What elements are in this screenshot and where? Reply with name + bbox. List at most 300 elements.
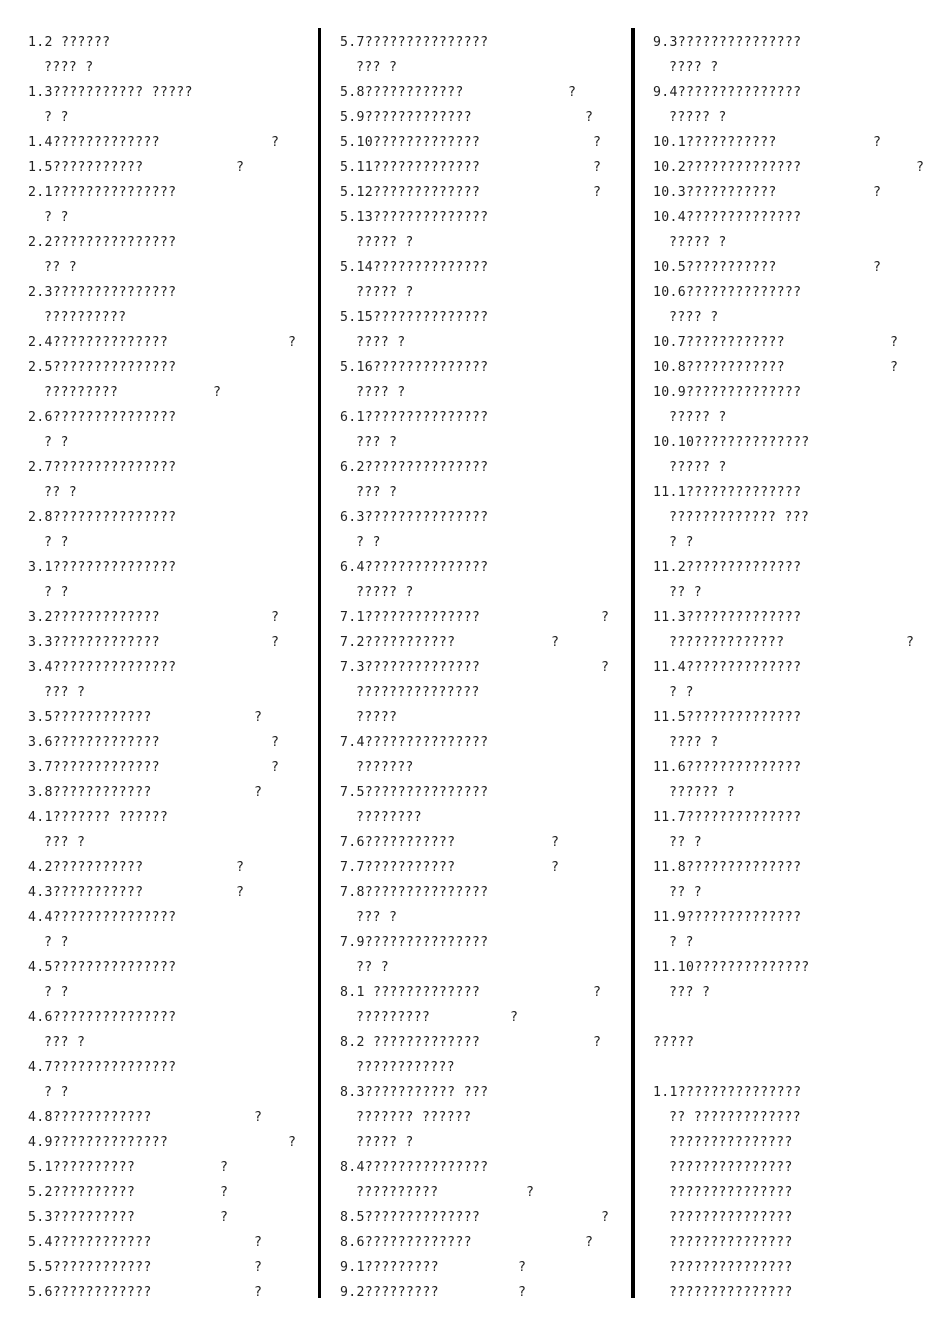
entry-text: 11.4??????????????	[653, 660, 802, 675]
entry-continuation-line	[28, 830, 316, 855]
entry-continuation-line	[340, 55, 625, 80]
entry-heading-line	[28, 1005, 316, 1030]
outline-entry	[28, 880, 316, 905]
entry-heading-line	[28, 355, 316, 380]
outline-entry	[28, 605, 316, 630]
question-mark-marker: ?	[236, 860, 245, 875]
question-mark-marker: ?	[601, 660, 610, 675]
entry-text: 2.3???????????????	[28, 285, 177, 300]
entry-text: 10.1???????????	[653, 135, 777, 150]
entry-text: 10.5???????????	[653, 260, 777, 275]
entry-continuation-line	[340, 905, 625, 930]
entry-text: 5.15??????????????	[340, 310, 489, 325]
outline-entry	[653, 855, 943, 905]
outline-entry	[28, 455, 316, 505]
entry-continuation-line	[340, 230, 625, 255]
entry-text: ?? ?????????????	[669, 1110, 801, 1125]
question-mark-marker: ?	[236, 160, 245, 175]
entry-text: ? ?	[44, 110, 69, 125]
entry-continuation-line	[28, 530, 316, 555]
entry-continuation-line	[653, 580, 943, 605]
entry-continuation-line	[653, 1180, 943, 1205]
entry-continuation-line	[28, 580, 316, 605]
question-mark-marker: ?	[593, 135, 602, 150]
entry-text: 7.3??????????????	[340, 660, 481, 675]
outline-entry	[28, 630, 316, 655]
entry-text: ???? ?	[669, 60, 719, 75]
entry-text: 11.2??????????????	[653, 560, 802, 575]
outline-entry	[653, 130, 943, 155]
outline-entry	[653, 380, 943, 430]
outline-entry	[28, 955, 316, 1005]
outline-entry	[28, 705, 316, 730]
entry-text: 6.3???????????????	[340, 510, 489, 525]
entry-text: 7.5???????????????	[340, 785, 489, 800]
entry-text: ????????????	[356, 1060, 455, 1075]
entry-text: ?????	[653, 1035, 695, 1050]
entry-text: 3.5????????????	[28, 710, 152, 725]
outline-entry	[340, 105, 625, 130]
entry-text: 2.2???????????????	[28, 235, 177, 250]
question-mark-marker: ?	[585, 110, 594, 125]
question-mark-marker: ?	[213, 385, 222, 400]
entry-text: ?????	[356, 710, 398, 725]
entry-heading-line	[28, 905, 316, 930]
entry-text: 5.11?????????????	[340, 160, 481, 175]
outline-entry	[340, 1230, 625, 1255]
outline-entry	[653, 955, 943, 1005]
entry-heading-line	[28, 755, 316, 780]
entry-text: 6.2???????????????	[340, 460, 489, 475]
entry-heading-line	[28, 80, 316, 105]
entry-text: ? ?	[44, 435, 69, 450]
entry-text: 1.3??????????? ?????	[28, 85, 193, 100]
entry-text: 5.1??????????	[28, 1160, 136, 1175]
entry-heading-line	[28, 855, 316, 880]
entry-text: 5.9?????????????	[340, 110, 472, 125]
entry-continuation-line	[653, 1255, 943, 1280]
entry-heading-line	[28, 405, 316, 430]
outline-entry	[653, 905, 943, 955]
entry-text: ??? ?	[356, 60, 398, 75]
outline-entry	[653, 480, 943, 555]
entry-text: 4.7???????????????	[28, 1060, 177, 1075]
entry-heading-line	[653, 180, 943, 205]
entry-text: ? ?	[669, 535, 694, 550]
entry-text: ??? ?	[44, 685, 86, 700]
entry-text: 5.16??????????????	[340, 360, 489, 375]
entry-continuation-line	[653, 630, 943, 655]
entry-heading-line	[653, 480, 943, 505]
entry-heading-line	[28, 730, 316, 755]
entry-heading-line	[653, 755, 943, 780]
question-mark-marker: ?	[271, 735, 280, 750]
entry-text: 7.1??????????????	[340, 610, 481, 625]
outline-entry	[653, 180, 943, 205]
outline-entry	[340, 1255, 625, 1280]
entry-heading-line	[653, 605, 943, 630]
entry-text: ????? ?	[356, 235, 414, 250]
entry-heading-line	[340, 255, 625, 280]
entry-text: 6.1???????????????	[340, 410, 489, 425]
entry-heading-line	[340, 455, 625, 480]
entry-heading-line	[28, 1055, 316, 1080]
question-mark-marker: ?	[220, 1160, 229, 1175]
entry-text: 2.4??????????????	[28, 335, 169, 350]
entry-text: 11.9??????????????	[653, 910, 802, 925]
entry-text: 5.5????????????	[28, 1260, 152, 1275]
entry-text: 4.1??????? ??????	[28, 810, 169, 825]
outline-entry	[653, 655, 943, 705]
entry-continuation-line	[653, 1130, 943, 1155]
entry-heading-line	[28, 1255, 316, 1280]
entry-heading-line	[28, 180, 316, 205]
entry-text: 11.8??????????????	[653, 860, 802, 875]
entry-text: ?? ?	[44, 260, 77, 275]
entry-text: ????? ?	[356, 285, 414, 300]
entry-continuation-line	[28, 1030, 316, 1055]
entry-heading-line	[340, 555, 625, 580]
outline-entry	[28, 730, 316, 755]
question-mark-marker: ?	[526, 1185, 535, 1200]
entry-text: 5.7???????????????	[340, 35, 489, 50]
entry-text: ? ?	[44, 535, 69, 550]
entry-continuation-line	[340, 755, 625, 780]
entry-text: 1.4?????????????	[28, 135, 160, 150]
blank-line	[653, 1005, 943, 1030]
entry-heading-line	[340, 355, 625, 380]
entry-text: 3.4???????????????	[28, 660, 177, 675]
entry-heading-line	[653, 1030, 943, 1055]
text-column-3	[653, 30, 943, 1305]
entry-continuation-line	[28, 305, 316, 330]
entry-text: 5.8????????????	[340, 85, 464, 100]
entry-continuation-line	[340, 955, 625, 980]
entry-text: ???????????????	[669, 1260, 793, 1275]
entry-text: 7.9???????????????	[340, 935, 489, 950]
entry-text: ???????	[356, 760, 414, 775]
entry-continuation-line	[653, 1105, 943, 1130]
question-mark-marker: ?	[254, 1110, 263, 1125]
question-mark-marker: ?	[236, 885, 245, 900]
question-mark-marker: ?	[890, 335, 899, 350]
entry-text: ??????????	[356, 1185, 439, 1200]
entry-text: ????? ?	[669, 235, 727, 250]
question-mark-marker: ?	[585, 1235, 594, 1250]
entry-heading-line	[653, 155, 943, 180]
entry-heading-line	[340, 155, 625, 180]
entry-heading-line	[340, 205, 625, 230]
entry-text: 11.5??????????????	[653, 710, 802, 725]
entry-text: 5.12?????????????	[340, 185, 481, 200]
entry-text: ??????????	[44, 310, 127, 325]
entry-heading-line	[28, 1155, 316, 1180]
entry-heading-line	[340, 105, 625, 130]
entry-text: 7.6???????????	[340, 835, 456, 850]
question-mark-marker: ?	[254, 710, 263, 725]
question-mark-marker: ?	[593, 160, 602, 175]
entry-continuation-line	[28, 205, 316, 230]
outline-entry	[28, 130, 316, 155]
entry-text: 3.8????????????	[28, 785, 152, 800]
outline-entry	[28, 80, 316, 130]
outline-entry	[340, 455, 625, 505]
outline-entry	[28, 1055, 316, 1105]
entry-text: ???????????????	[669, 1185, 793, 1200]
outline-entry	[340, 780, 625, 830]
entry-text: 9.4???????????????	[653, 85, 802, 100]
question-mark-marker: ?	[873, 135, 882, 150]
entry-continuation-line	[653, 730, 943, 755]
entry-heading-line	[340, 880, 625, 905]
outline-entry	[340, 730, 625, 780]
entry-continuation-line	[340, 705, 625, 730]
entry-heading-line	[28, 330, 316, 355]
entry-text: ?????????	[356, 1010, 431, 1025]
entry-heading-line	[340, 980, 625, 1005]
question-mark-marker: ?	[220, 1185, 229, 1200]
entry-continuation-line	[653, 880, 943, 905]
entry-continuation-line	[28, 55, 316, 80]
outline-entry	[340, 605, 625, 630]
entry-text: 5.14??????????????	[340, 260, 489, 275]
outline-entry	[340, 355, 625, 405]
entry-continuation-line	[28, 105, 316, 130]
entry-heading-line	[653, 80, 943, 105]
entry-text: ? ?	[44, 985, 69, 1000]
outline-entry	[28, 1155, 316, 1180]
question-mark-marker: ?	[593, 185, 602, 200]
entry-heading-line	[653, 430, 943, 455]
entry-heading-line	[340, 655, 625, 680]
entry-continuation-line	[340, 480, 625, 505]
entry-text: 2.7???????????????	[28, 460, 177, 475]
text-column-1	[28, 30, 316, 1305]
outline-entry	[340, 630, 625, 655]
entry-heading-line	[340, 1080, 625, 1105]
entry-heading-line	[28, 1280, 316, 1305]
outline-entry	[28, 30, 316, 80]
entry-text: 5.2??????????	[28, 1185, 136, 1200]
outline-entry	[28, 1105, 316, 1130]
entry-text: 6.4???????????????	[340, 560, 489, 575]
entry-text: ???????????????	[669, 1160, 793, 1175]
entry-text: ??????? ??????	[356, 1110, 472, 1125]
outline-entry	[653, 555, 943, 605]
entry-text: ??????????????	[669, 635, 785, 650]
blank-line	[653, 1055, 943, 1080]
entry-text: ????????	[356, 810, 422, 825]
entry-continuation-line	[340, 430, 625, 455]
question-mark-marker: ?	[254, 785, 263, 800]
outline-entry	[28, 155, 316, 180]
entry-continuation-line	[653, 680, 943, 705]
entry-continuation-line	[28, 255, 316, 280]
entry-heading-line	[653, 955, 943, 980]
question-mark-marker: ?	[873, 260, 882, 275]
outline-entry	[340, 305, 625, 355]
entry-text: ???????????????	[669, 1135, 793, 1150]
entry-heading-line	[653, 380, 943, 405]
outline-entry	[653, 255, 943, 280]
entry-heading-line	[653, 905, 943, 930]
outline-entry	[340, 980, 625, 1030]
question-mark-marker: ?	[271, 135, 280, 150]
entry-text: ? ?	[356, 535, 381, 550]
outline-entry	[653, 755, 943, 805]
entry-text: 10.8????????????	[653, 360, 785, 375]
entry-continuation-line	[340, 1005, 625, 1030]
entry-continuation-line	[653, 1155, 943, 1180]
entry-text: 8.4???????????????	[340, 1160, 489, 1175]
question-mark-marker: ?	[518, 1285, 527, 1300]
entry-text: 9.3???????????????	[653, 35, 802, 50]
entry-text: 3.1???????????????	[28, 560, 177, 575]
entry-heading-line	[28, 1230, 316, 1255]
entry-text: ????? ?	[356, 585, 414, 600]
question-mark-marker: ?	[254, 1260, 263, 1275]
entry-heading-line	[340, 1280, 625, 1305]
entry-heading-line	[653, 355, 943, 380]
entry-heading-line	[653, 655, 943, 680]
entry-text: 4.3???????????	[28, 885, 144, 900]
question-mark-marker: ?	[220, 1210, 229, 1225]
entry-continuation-line	[653, 1280, 943, 1305]
entry-heading-line	[340, 930, 625, 955]
entry-heading-line	[28, 280, 316, 305]
entry-heading-line	[340, 80, 625, 105]
entry-heading-line	[340, 1030, 625, 1055]
entry-text: 10.7????????????	[653, 335, 785, 350]
outline-entry	[28, 655, 316, 705]
entry-heading-line	[653, 805, 943, 830]
entry-continuation-line	[653, 55, 943, 80]
outline-entry	[653, 355, 943, 380]
entry-text: ????? ?	[356, 1135, 414, 1150]
entry-text: 10.6??????????????	[653, 285, 802, 300]
outline-entry	[653, 605, 943, 655]
entry-heading-line	[28, 880, 316, 905]
question-mark-marker: ?	[254, 1235, 263, 1250]
entry-heading-line	[340, 830, 625, 855]
outline-entry	[28, 280, 316, 330]
entry-continuation-line	[340, 530, 625, 555]
entry-heading-line	[28, 505, 316, 530]
entry-text: ???? ?	[44, 60, 94, 75]
outline-entry	[340, 1280, 625, 1305]
outline-entry	[653, 155, 943, 180]
entry-heading-line	[28, 630, 316, 655]
entry-continuation-line	[28, 930, 316, 955]
entry-heading-line	[28, 705, 316, 730]
question-mark-marker: ?	[271, 760, 280, 775]
outline-entry	[653, 1080, 943, 1305]
entry-continuation-line	[653, 930, 943, 955]
entry-text: 2.5???????????????	[28, 360, 177, 375]
outline-entry	[28, 355, 316, 405]
question-mark-marker: ?	[288, 335, 297, 350]
outline-entry	[340, 255, 625, 305]
outline-entry	[28, 230, 316, 280]
entry-heading-line	[28, 655, 316, 680]
outline-entry	[340, 830, 625, 855]
entry-heading-line	[340, 605, 625, 630]
entry-text: ???????????????	[669, 1235, 793, 1250]
entry-text: 5.10?????????????	[340, 135, 481, 150]
question-mark-marker: ?	[890, 360, 899, 375]
outline-entry	[28, 755, 316, 780]
entry-text: 4.5???????????????	[28, 960, 177, 975]
outline-entry	[653, 1030, 943, 1055]
outline-entry	[340, 30, 625, 80]
entry-text: 8.5??????????????	[340, 1210, 481, 1225]
entry-text: 4.8????????????	[28, 1110, 152, 1125]
entry-text: 4.4???????????????	[28, 910, 177, 925]
entry-continuation-line	[340, 680, 625, 705]
entry-heading-line	[28, 780, 316, 805]
outline-entry	[28, 1230, 316, 1255]
entry-heading-line	[340, 405, 625, 430]
entry-text: ???????????????	[669, 1210, 793, 1225]
entry-continuation-line	[653, 405, 943, 430]
entry-heading-line	[28, 1105, 316, 1130]
entry-text: ? ?	[44, 1085, 69, 1100]
entry-text: 7.2???????????	[340, 635, 456, 650]
outline-entry	[28, 805, 316, 855]
entry-text: 2.8???????????????	[28, 510, 177, 525]
entry-heading-line	[340, 1255, 625, 1280]
outline-entry	[28, 905, 316, 955]
entry-continuation-line	[653, 780, 943, 805]
entry-text: 7.8???????????????	[340, 885, 489, 900]
entry-text: 1.1???????????????	[653, 1085, 802, 1100]
entry-continuation-line	[653, 105, 943, 130]
outline-entry	[340, 855, 625, 880]
entry-text: 4.2???????????	[28, 860, 144, 875]
entry-heading-line	[653, 280, 943, 305]
outline-entry	[28, 1130, 316, 1155]
entry-heading-line	[340, 130, 625, 155]
entry-text: 3.2?????????????	[28, 610, 160, 625]
outline-entry	[28, 1255, 316, 1280]
entry-text: ?? ?	[44, 485, 77, 500]
entry-text: ???????????????	[669, 1285, 793, 1300]
entry-heading-line	[28, 955, 316, 980]
outline-entry	[340, 1205, 625, 1230]
entry-text: ?????????	[44, 385, 119, 400]
entry-text: ??? ?	[356, 485, 398, 500]
entry-text: 10.4??????????????	[653, 210, 802, 225]
entry-text: ????? ?	[669, 110, 727, 125]
outline-entry	[653, 205, 943, 255]
entry-text: ???????????????	[356, 685, 480, 700]
entry-text: ??? ?	[669, 985, 711, 1000]
outline-entry	[340, 930, 625, 980]
entry-heading-line	[340, 780, 625, 805]
entry-text: 11.6??????????????	[653, 760, 802, 775]
text-column-2	[340, 30, 625, 1305]
entry-text: ? ?	[669, 935, 694, 950]
outline-entry	[340, 155, 625, 180]
question-mark-marker: ?	[551, 860, 560, 875]
entry-text: 4.6???????????????	[28, 1010, 177, 1025]
entry-continuation-line	[653, 230, 943, 255]
outline-entry	[653, 705, 943, 755]
outline-entry	[340, 1080, 625, 1155]
entry-heading-line	[28, 455, 316, 480]
outline-entry	[653, 30, 943, 80]
question-mark-marker: ?	[593, 985, 602, 1000]
